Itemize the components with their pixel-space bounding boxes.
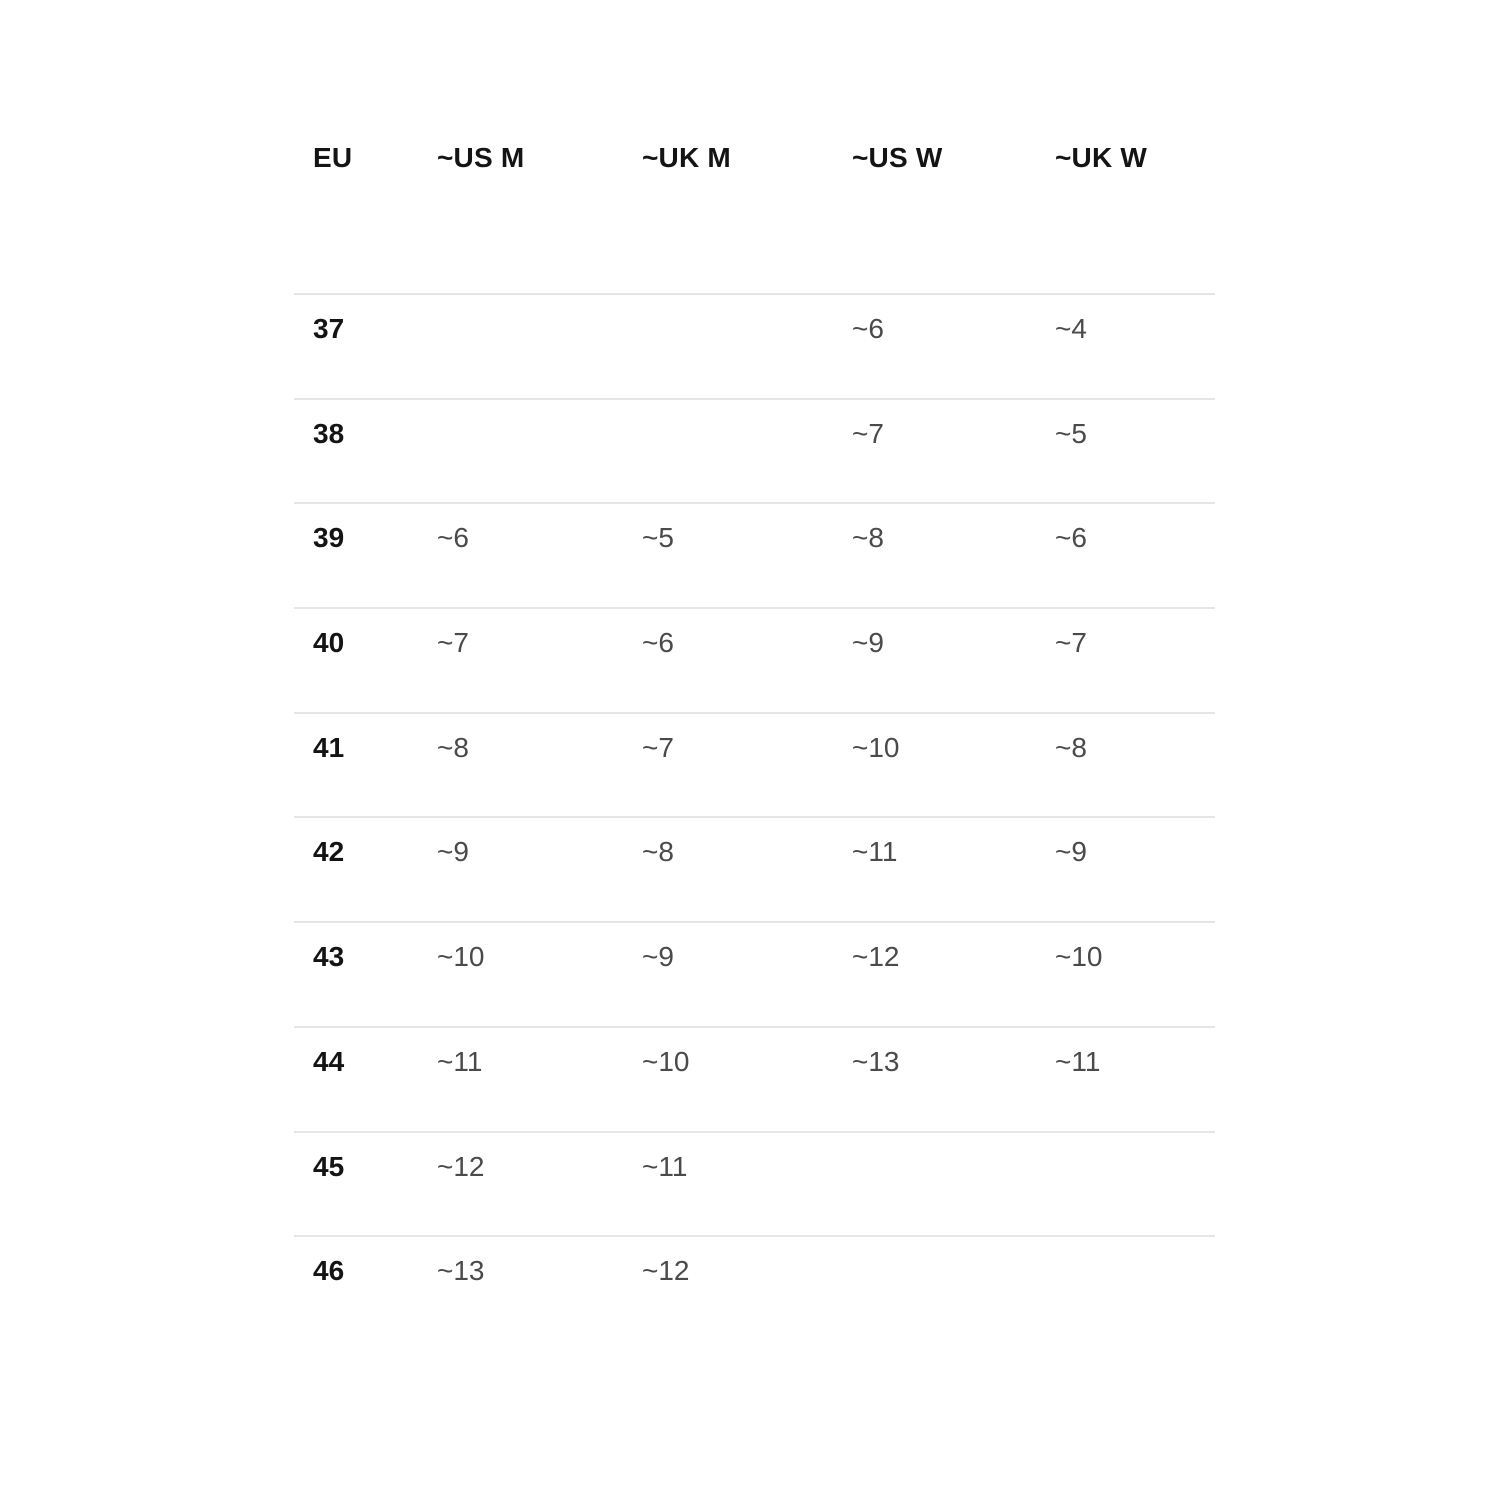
uk-w-cell: ~8 (1055, 731, 1087, 763)
header-cell-eu: EU (313, 142, 353, 173)
header-cell-us-w: ~US W (852, 142, 943, 173)
us-w-cell: ~10 (852, 731, 900, 763)
us-w-cell: ~12 (852, 941, 900, 973)
uk-w-cell (1055, 1254, 1215, 1340)
uk-w-cell: ~6 (1055, 522, 1087, 554)
uk-w-cell: ~5 (1055, 417, 1087, 449)
us-w-cell: ~11 (852, 836, 898, 868)
uk-w-cell: ~9 (1055, 836, 1087, 868)
eu-size-cell: 40 (313, 627, 345, 659)
eu-size-cell: 38 (313, 417, 345, 449)
eu-size-cell: 46 (313, 1255, 345, 1287)
uk-m-cell: ~8 (642, 836, 674, 868)
table-row-eu-41 (294, 712, 1215, 817)
us-m-cell: ~13 (437, 1255, 485, 1287)
table-row-eu-38 (294, 398, 1215, 503)
uk-m-cell: ~12 (642, 1255, 690, 1287)
us-m-cell (437, 312, 642, 398)
us-w-cell: ~7 (852, 417, 884, 449)
table-row-eu-45 (294, 1131, 1215, 1236)
eu-size-cell: 45 (313, 1150, 345, 1182)
uk-m-cell: ~5 (642, 522, 674, 554)
us-m-cell: ~9 (437, 836, 469, 868)
table-header-row (294, 141, 1215, 293)
table-row-eu-44 (294, 1026, 1215, 1131)
us-w-cell: ~8 (852, 522, 884, 554)
header-cell-uk-w: ~UK W (1055, 142, 1147, 173)
uk-m-cell: ~7 (642, 731, 674, 763)
uk-w-cell: ~11 (1055, 1045, 1101, 1077)
header-cell-uk-m: ~UK M (642, 142, 731, 173)
uk-m-cell: ~10 (642, 1045, 690, 1077)
us-m-cell: ~6 (437, 522, 469, 554)
uk-m-cell (642, 312, 852, 398)
us-w-cell: ~6 (852, 313, 884, 344)
eu-size-cell: 44 (313, 1045, 345, 1077)
uk-m-cell (642, 417, 852, 503)
uk-w-cell: ~7 (1055, 627, 1087, 659)
uk-m-cell: ~6 (642, 627, 674, 659)
eu-size-cell: 43 (313, 941, 345, 973)
table-row-eu-37 (294, 293, 1215, 398)
us-m-cell (437, 417, 642, 503)
table-row-eu-43 (294, 921, 1215, 1026)
us-w-cell: ~9 (852, 627, 884, 659)
table-row-eu-40 (294, 607, 1215, 712)
us-m-cell: ~8 (437, 731, 469, 763)
uk-w-cell: ~10 (1055, 941, 1103, 973)
us-m-cell: ~11 (437, 1045, 483, 1077)
uk-w-cell (1055, 1150, 1215, 1236)
us-m-cell: ~7 (437, 627, 469, 659)
us-w-cell (852, 1254, 1055, 1340)
us-m-cell: ~12 (437, 1150, 485, 1182)
uk-w-cell: ~4 (1055, 313, 1087, 344)
eu-size-cell: 42 (313, 836, 345, 868)
eu-size-cell: 37 (313, 313, 345, 344)
uk-m-cell: ~11 (642, 1150, 688, 1182)
header-cell-us-m: ~US M (437, 142, 525, 173)
us-w-cell (852, 1150, 1055, 1236)
eu-size-cell: 41 (313, 731, 345, 763)
us-w-cell: ~13 (852, 1045, 900, 1077)
eu-size-cell: 39 (313, 522, 345, 554)
table-row-eu-39 (294, 502, 1215, 607)
us-m-cell: ~10 (437, 941, 485, 973)
table-row-eu-46 (294, 1235, 1215, 1340)
size-conversion-table (294, 141, 1215, 1340)
uk-m-cell: ~9 (642, 941, 674, 973)
table-row-eu-42 (294, 816, 1215, 921)
